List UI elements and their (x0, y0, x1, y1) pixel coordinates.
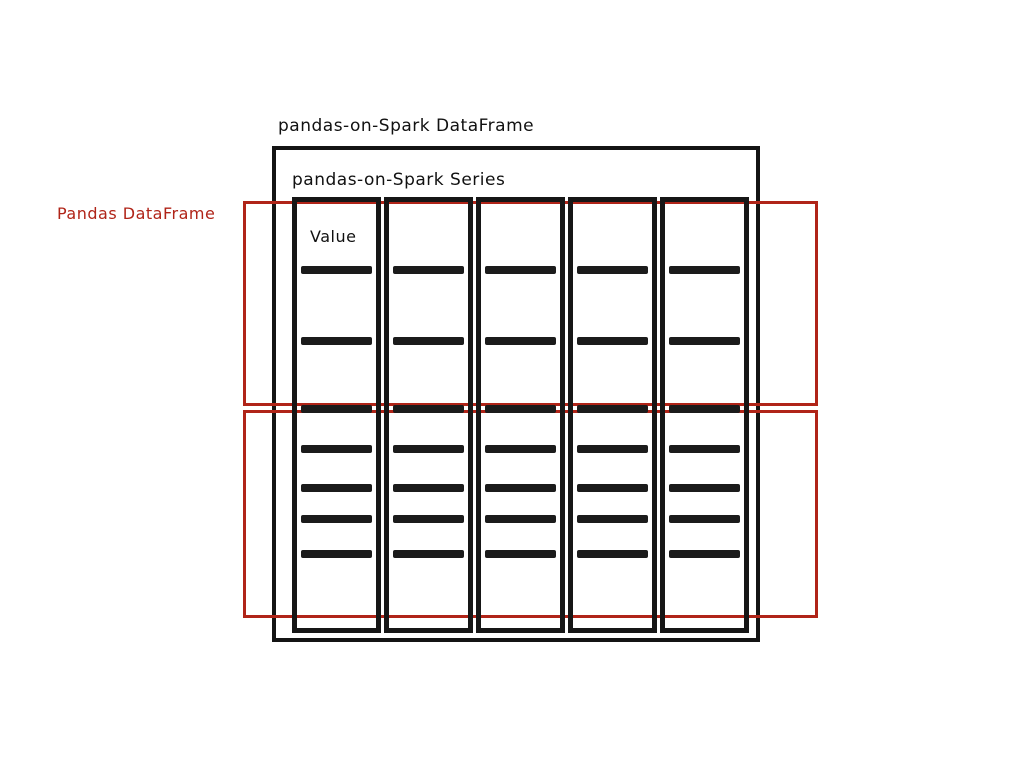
row-separator (577, 405, 648, 413)
row-separator (301, 484, 372, 492)
pandas-on-spark-series-column-1 (292, 197, 381, 633)
row-separator (669, 515, 740, 523)
row-separator (393, 266, 464, 274)
row-separator (669, 445, 740, 453)
row-separator (393, 405, 464, 413)
row-separator (669, 337, 740, 345)
row-separator (485, 515, 556, 523)
row-separator (669, 550, 740, 558)
series-column-header: Value (310, 227, 357, 246)
pandas-on-spark-series-column-5 (660, 197, 749, 633)
row-separator (485, 266, 556, 274)
row-separator (393, 484, 464, 492)
row-separator (577, 550, 648, 558)
row-separator (301, 515, 372, 523)
row-separator (485, 550, 556, 558)
row-separator (393, 550, 464, 558)
row-separator (485, 337, 556, 345)
pandas-on-spark-series-column-3 (476, 197, 565, 633)
row-separator (301, 550, 372, 558)
row-separator (577, 445, 648, 453)
row-separator (669, 405, 740, 413)
row-separator (577, 515, 648, 523)
pandas-on-spark-series-column-4 (568, 197, 657, 633)
pandas-on-spark-series-column-2 (384, 197, 473, 633)
row-separator (301, 445, 372, 453)
pandas-on-spark-series-title: pandas-on-Spark Series (292, 170, 506, 190)
row-separator (301, 405, 372, 413)
row-separator (577, 484, 648, 492)
pandas-on-spark-dataframe-title: pandas-on-Spark DataFrame (278, 116, 535, 136)
row-separator (669, 266, 740, 274)
row-separator (485, 445, 556, 453)
row-separator (485, 484, 556, 492)
pandas-dataframe-label: Pandas DataFrame (57, 204, 216, 223)
row-separator (577, 337, 648, 345)
row-separator (301, 337, 372, 345)
row-separator (393, 337, 464, 345)
row-separator (669, 484, 740, 492)
row-separator (393, 515, 464, 523)
row-separator (577, 266, 648, 274)
row-separator (485, 405, 556, 413)
row-separator (393, 445, 464, 453)
row-separator (301, 266, 372, 274)
